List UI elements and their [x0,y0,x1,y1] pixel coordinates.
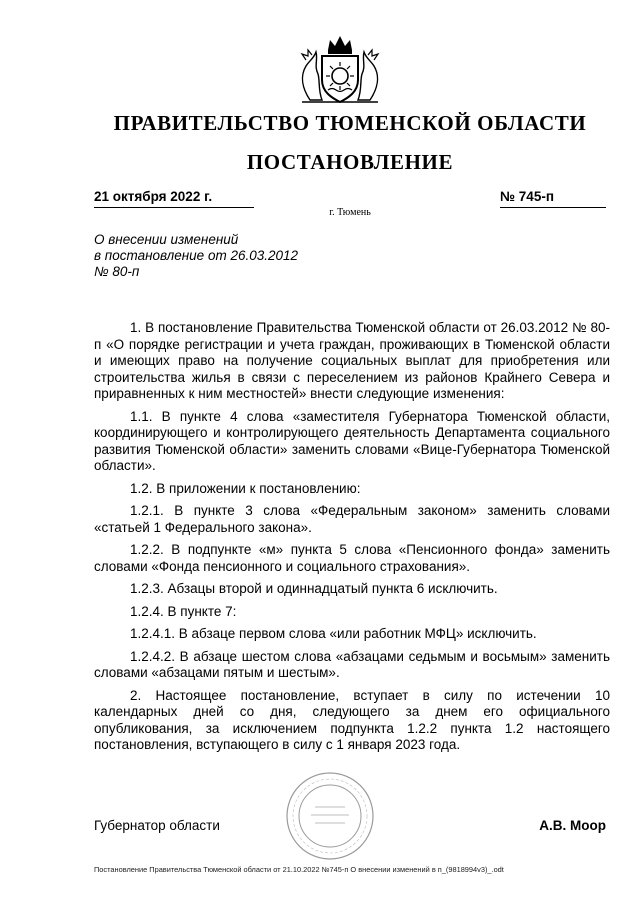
paragraph: 1.2.4.1. В абзаце первом слова «или работник МФЦ» исключить. [130,626,537,641]
paragraph: 1.2.2. В подпункте «м» пункта 5 слова «Пенсионного фонда» заменить словами «Фонда пенсионного и социального страхования». [94,542,610,574]
subject-line: О внесении изменений [94,232,239,247]
paragraph: 1.2.1. В пункте 3 слова «Федеральным законом» заменить словами «статьей 1 Федерального закона». [94,503,610,535]
paragraph: 1.2.4. В пункте 7: [130,603,237,619]
paragraph: 1.2.3. Абзацы второй и одиннадцатый пункта 6 исключить. [130,581,498,596]
coat-of-arms-emblem [292,30,388,104]
footer-filename: Постановление Правительства Тюменской области от 21.10.2022 №745-п О внесении изменений в п_(9818994v3)_.odt [94,865,504,874]
government-title: ПРАВИТЕЛЬСТВО ТЮМЕНСКОЙ ОБЛАСТИ [113,111,587,135]
document-type-title: ПОСТАНОВЛЕНИЕ [246,150,454,174]
paragraph: 2. Настоящее постановление, вступает в силу по истечении 10 календарных дней со дня, следующего за днем его официального опубликования, за исключением подпункта 1.2.2 пункта 1.2 настоящего постановления, вступающего в силу с 1 января 2023 года. [94,687,610,752]
official-seal-stamp [285,771,375,861]
document-subject [94,232,394,280]
signer-position: Губернатор области [94,818,220,833]
city-label: г. Тюмень [329,207,371,218]
paragraph: 1.2. В приложении к постановлению: [130,480,361,496]
paragraph: 1.2.4.2. В абзаце шестом слова «абзацами седьмым и восьмым» заменить словами «абзацами пятым и шестым». [94,648,610,680]
document-date: 21 октября 2022 г. [94,189,254,208]
signer-name: А.В. Моор [539,818,606,833]
document-number: № 745-п [500,189,606,208]
subject-line: в постановление от 26.03.2012 [94,248,299,263]
document-body [94,320,610,760]
paragraph: 1.1. В пункте 4 слова «заместителя Губернатора Тюменской области, координирующего и контролирующего деятельность Департамента социального развития Тюменской области» заменить словами «Вице-Губернатора Тюменской области». [94,408,610,473]
subject-line: № 80-п [94,264,140,279]
paragraph: 1. В постановление Правительства Тюменской области от 26.03.2012 № 80-п «О порядке регистрации и учета граждан, проживающих в Тюменской области и имеющих право на получение социальных выплат для приобретения или строительства жилья в связи с переселением из районов Крайнего Севера и приравненных к ним местностей» внести следующие изменения: [94,320,610,401]
